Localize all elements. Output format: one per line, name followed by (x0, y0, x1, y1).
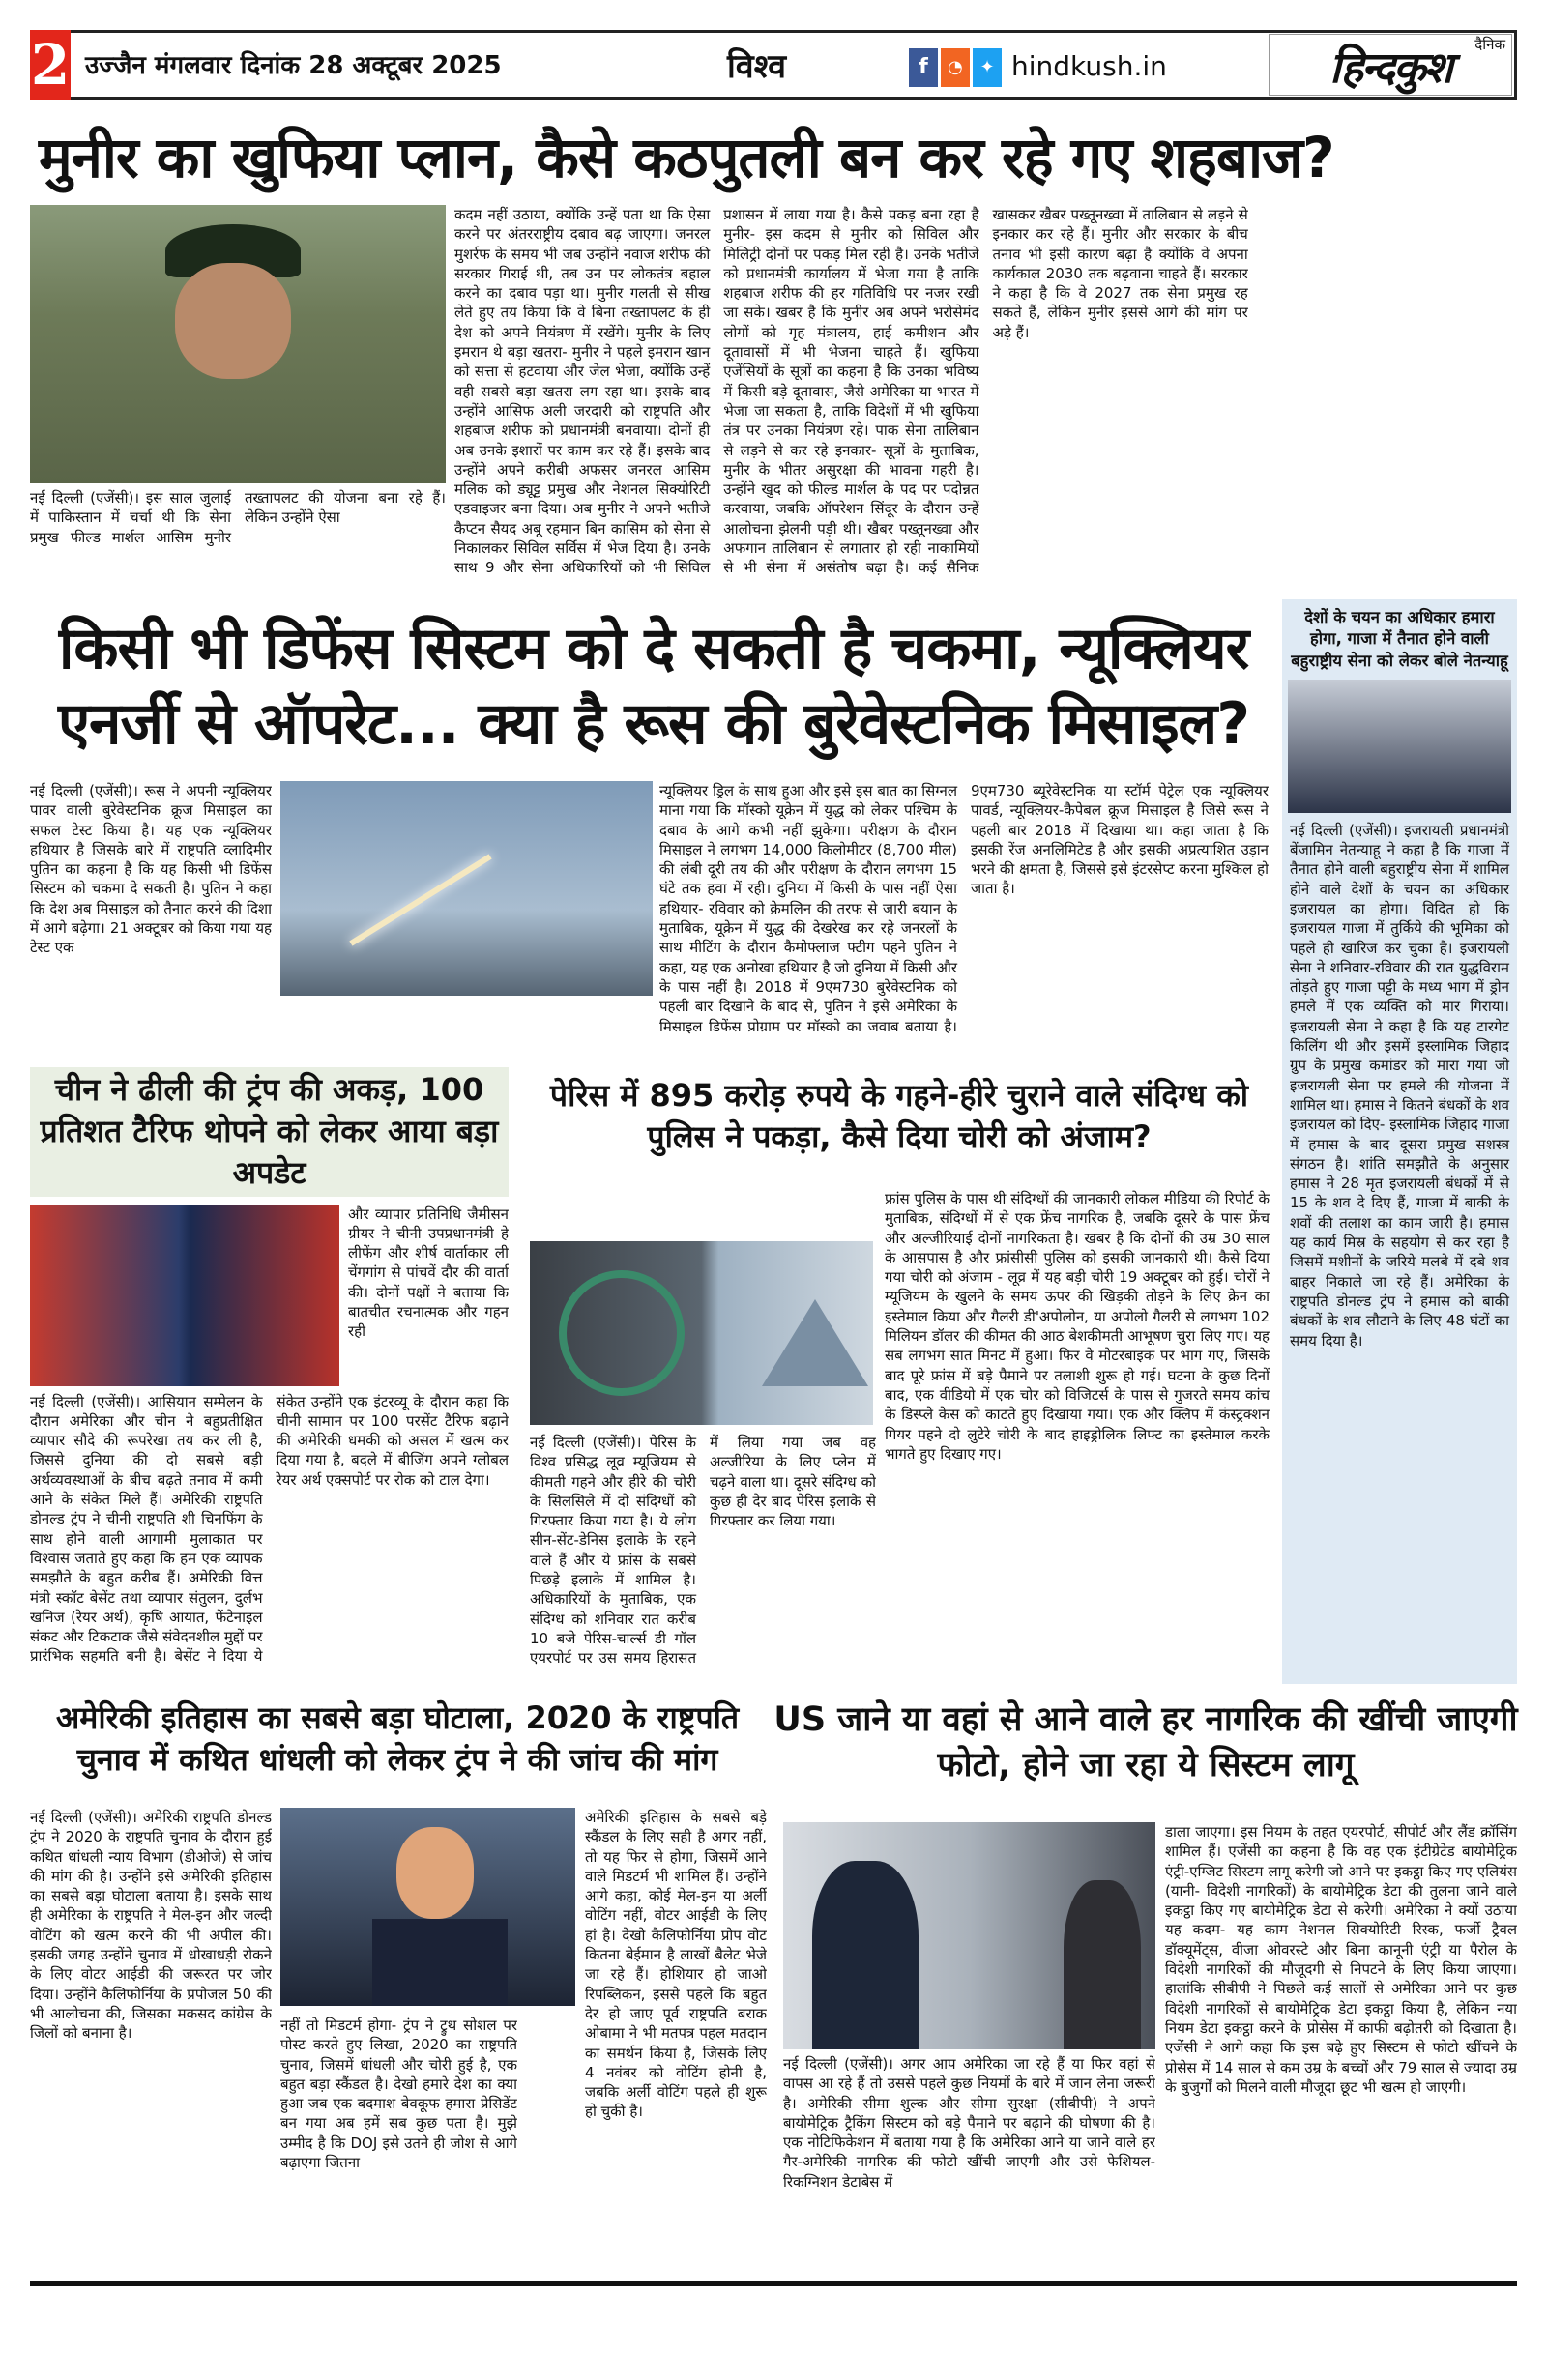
newspaper-logo (1269, 34, 1512, 96)
headline-munir: मुनीर का खुफिया प्लान, कैसे कठपुतली बन कर रहे गए शहबाज? (39, 125, 1334, 190)
missile-launch-photo (280, 781, 653, 996)
missile-body: न्यूक्लियर ड्रिल के साथ हुआ और इसे इस बात का सिग्नल माना गया कि मॉस्को यूक्रेन में युद्ध को लेकर पश्चिम के दबाव के आगे कभी नहीं झुकेगा। परीक्षण के दौरान मिसाइल ने लगभग 14,000 किलोमीटर (8,700 मील) की लंबी दूरी तय की और परीक्षण के दौरान लगभग 15 घंटे तक हवा में रही। दुनिया में किसी के पास नहीं ऐसा हथियार- रविवार को क्रेमलिन की तरफ से जारी बयान के मुताबिक, यूक्रेन में युद्ध की देखरेख कर रहे जनरलों के साथ मीटिंग के दौरान कैमोफ्लाज फ्टीग पहने पुतिन ने कहा, यह एक अनोखा हथियार है जो दुनिया में किसी और के पास नहीं है। 2018 में 9एम730 बुरेवेस्टनिक को पहली बार दिखाने के बाद से, पुतिन ने इसे अमेरिका के मिसाइल डिफेंस प्रोग्राम पर मॉस्को का जवाब बताया है। 9एम730 ब्यूरेवेस्टनिक या स्टॉर्म पेट्रेल एक न्यूक्लियर पावर्ड, न्यूक्लियर-कैपेबल क्रूज मिसाइल है जिसे रूस ने पहली बार 2018 में दिखाया था। कहा जाता है कि इसकी रेंज अनलिमिटेड है और इसकी अप्रत्याशित उड़ान भरने की क्षमता है, जिससे इसे इंटरसेप्ट करना मुश्किल हो जाता है। (659, 782, 1269, 1035)
us-side-text: डाला जाएगा। इस नियम के तहत एयरपोर्ट, सीपोर्ट और लैंड क्रॉसिंग शामिल हैं। एजेंसी का कहना है कि वह एक इंटीग्रेटेड बायोमेट्रिक एंट्री-एग्जिट सिस्टम लागू करेगी जो आने पर इकट्ठा किए गए एलियंस (यानी- विदेशी नागरिकों) के बायोमेट्रिक डेटा की तुलना जाने वाले इकट्ठा किए गए बायोमेट्रिक डेटा से करेगी। अमेरिका ने क्यों उठाया यह कदम- यह काम नेशनल सिक्योरिटी रिस्क, फर्जी ट्रैवल डॉक्यूमेंट्स, वीजा ओवरस्टे और बिना कानूनी एंट्री या पैरोल के विदेशी नागरिकों की मौजूदगी से निपटने के लिए किया जाएगा। हालांकि सीबीपी ने पिछले कई सालों से अमेरिका आने पर कुछ विदेशी नागरिकों से बायोमेट्रिक डेटा इकट्ठा किया है, लेकिन नया नियम डेटा इकट्ठा करने के प्रोसेस में काफी बढ़ोतरी को दिखाता है। एजेंसी ने आगे कहा कि इस बढ़े हुए सिस्टम से फोटो खींचने के प्रोसेस में 14 साल से कम उम्र के बच्चों और 79 साल से ज्यादा उम्र के बुजुर्गों को मिलने वाली मौजूदा छूट भी खत्म हो जाएगी। (1165, 1823, 1517, 2096)
trump-col3: अमेरिकी इतिहास के सबसे बड़े स्कैंडल के लिए सही है अगर नहीं, तो यह फिर से होगा, जिसमें आने वाले मिडटर्म भी शामिल हैं। उन्होंने आगे कहा, कोई मेल-इन या अर्ली वोटिंग नहीं, वोटर आईडी के लिए हां है। देखो कैलिफोर्निया प्रोप वोट कितना बेईमान है लाखों बैलेट भेजे जा रहे हैं। होशियार हो जाओ रिपब्लिकन, इससे पहले कि बहुत देर हो जाए पूर्व राष्ट्रपति बराक ओबामा ने भी मतपत्र पहल मतदान का समर्थन किया है, जिसके लिए 4 नवंबर को वोटिंग होनी है, जबकि अर्ली वोटिंग पहले ही शुरू हो चुकी है। (585, 1809, 767, 2121)
netanyahu-body: नई दिल्ली (एजेंसी)। इजरायली प्रधानमंत्री बेंजामिन नेतन्याहू ने कहा है कि गाजा में तैनात होने वाली बहुराष्ट्रीय सेना में शामिल होने वाले देशों के चयन का अधिकार इजरायल का होगा। विदित हो कि इजरायल गाजा में तुर्किये की भूमिका को पहले ही खारिज कर चुका है। इजरायली सेना ने शनिवार-रविवार की रात युद्धविराम तोड़ते हुए गाजा पट्टी के मध्य भाग में ड्रोन हमले में एक व्यक्ति को मार गिराया। इजरायली सेना ने कहा है कि यह टारगेट किलिंग थी और इसमें इस्लामिक जिहाद ग्रुप के प्रमुख कमांडर को मारा गया जो इजरायली सेना पर हमले की योजना में शामिल था। हमास ने कितने बंधकों के शव इजरायल को दिए- इस्लामिक जिहाद गाजा में हमास के बाद दूसरा प्रमुख सशस्त्र संगठन है। शांति समझौते के अनुसार हमास ने 28 मृत इजरायली बंधकों में से 15 के शव दे दिए हैं, गाजा में बाकी के शवों की तलाश का काम जारी है। हमास यह कार्य मिस्र के सहयोग से कर रहा है जिसमें मशीनों के जरिये मलबे में दबे शव बाहर निकाले जा रहे हैं। अमेरिका के राष्ट्रपति डोनल्ड ट्रंप ने हमास को बाकी बंधकों के शव लौटाने के लिए 48 घंटों का समय दिया है। (1290, 821, 1509, 1350)
china-headline-box (30, 1067, 509, 1197)
headline-us-photo: US जाने या वहां से आने वाले हर नागरिक की खींची जाएगी फोटो, होने जा रहा ये सिस्टम लागू (774, 1700, 1518, 1785)
trump-col1: नई दिल्ली (एजेंसी)। अमेरिकी राष्ट्रपति डोनल्ड ट्रंप ने 2020 के राष्ट्रपति चुनाव के दौरान हुई कथित धांधली न्याय विभाग (डीओजे) से जांच की मांग की है। उन्होंने इसे अमेरिकी इतिहास का सबसे बड़ा घोटाला बताया है। इसके साथ ही अमेरिका के राष्ट्रपति ने मेल-इन और जल्दी वोटिंग को खत्म करने की भी अपील की। इसकी जगह उन्होंने चुनाव में धोखाधड़ी रोकने के लिए वोटर आईडी की जरूरत पर जोर दिया। उन्होंने कैलिफोर्निया के प्रपोजल 50 की भी आलोचना की, जिसका मकसद कांग्रेस के जिलों को बनाना है। (30, 1809, 272, 2043)
munir-lead: नई दिल्ली (एजेंसी)। इस साल जुलाई में पाकिस्तान में चर्चा थी कि सेना प्रमुख फील्ड मार्शल आसिम मुनीर तख्तापलट की योजना बना रहे हैं। लेकिन उन्होंने ऐसा (30, 489, 446, 546)
china-side-text: और व्यापार प्रतिनिधि जैमीसन ग्रीयर ने चीनी उपप्रधानमंत्री हे लीफेंग और शीर्ष वार्ताकार ली चेंगगांग से पांचवें दौर की वार्ता की। दोनों पक्षों ने बताया कि बातचीत रचनात्मक और गहन रही (348, 1205, 509, 1341)
trump-xi-photo (30, 1205, 339, 1386)
headline-paris: पेरिस में 895 करोड़ रुपये के गहने-हीरे चुराने वाले संदिग्ध को पुलिस ने पकड़ा, कैसे दिया चोरी को अंजाम? (549, 1077, 1249, 1156)
china-body: नई दिल्ली (एजेंसी)। आसियान सम्मेलन के दौरान अमेरिका और चीन ने बहुप्रतीक्षित व्यापार सौदे की रूपरेखा तय कर ली है, जिससे दुनिया की दो सबसे बड़ी अर्थव्यवस्थाओं के बीच बढ़ते तनाव में कमी आने के संकेत मिले हैं। अमेरिकी राष्ट्रपति डोनल्ड ट्रंप ने चीनी राष्ट्रपति शी चिनफिंग के साथ होने वाली आगामी मुलाकात पर विश्वास जताते हुए कहा कि हम एक व्यापक समझौते के बहुत करीब हैं। अमेरिकी वित्त मंत्री स्कॉट बेसेंट तथा व्यापार संतुलन, दुर्लभ खनिज (रेयर अर्थ), कृषि आयात, फेंटेनाइल संकट और टिकटाक जैसे संवेदनशील मुद्दों पर प्रारंभिक सहमति बनी है। बेसेंट ने दिया ये संकेत उन्होंने एक इंटरव्यू के दौरान कहा कि चीनी सामान पर 100 परसेंट टैरिफ बढ़ाने की अमेरिकी धमकी को असल में खत्म कर दिया गया है, बदले में बीजिंग अपने ग्लोबल रेयर अर्थ एक्सपोर्ट पर रोक को टाल देगा। (30, 1392, 509, 1666)
missile-lead: नई दिल्ली (एजेंसी)। रूस ने अपनी न्यूक्लियर पावर वाली बुरेवेस्टनिक क्रूज मिसाइल का सफल टेस्ट किया है। यह एक न्यूक्लियर हथियार है जिसके बारे में राष्ट्रपति व्लादिमीर पुतिन का कहना है कि यह किसी भी डिफेंस सिस्टम को चकमा दे सकती है। पुतिन ने कहा कि देश अब मिसाइल को तैनात करने की दिशा में आगे बढ़ेगा। 21 अक्टूबर को किया गया यह टेस्ट एक (30, 782, 272, 957)
site-link[interactable]: hindkush.in (1011, 50, 1167, 82)
dateline: उज्जैन मंगलवार दिनांक 28 अक्टूबर 2025 (85, 51, 502, 80)
trump-col2: नहीं तो मिडटर्म होगा- ट्रंप ने ट्रुथ सोशल पर पोस्ट करते हुए लिखा, 2020 का राष्ट्रपति चुनाव, जिसमें धांधली और चोरी हुई है, एक बहुत बड़ा स्कैंडल है। देखो हमारे देश का क्या हुआ जब एक बदमाश बेवकूफ हमारा प्रेसिडेंट बन गया अब हमें सब कुछ पता है। मुझे उम्मीद है कि DOJ इसे उतने ही जोश से आगे बढ़ाएगा जितना (280, 2017, 517, 2172)
china-article (30, 1067, 509, 1686)
page-number: 2 (30, 32, 71, 98)
paris-side-text: फ्रांस पुलिस के पास थी संदिग्धों की जानकारी लोकल मीडिया की रिपोर्ट के मुताबिक, संदिग्धों में से एक फ्रेंच नागरिक है, जबकि दूसरे के पास फ्रेंच और अल्जीरियाई दोनों नागरिकता है। खबर है कि दोनों की उम्र 30 साल के आसपास है और फ्रांसीसी पुलिस को इसकी जानकारी थी। कैसे दिया गया चोरी को अंजाम - लूव्र में यह बड़ी चोरी 19 अक्टूबर को हुई। चोरों ने म्यूजियम के खुलने के समय ऊपर की खिड़की तोड़ने के लिए क्रेन का इस्तेमाल किया और गैलरी डी'अपोलोन, या अपोलो गैलरी से लगभग 102 मिलियन डॉलर की कीमत की आठ बेशकीमती आभूषण चुरा लिए गए। यह सब लगभग सात मिनट में हुआ। फिर वे मोटरबाइक पर भाग गए, जिसके बाद पूरे फ्रांस में बड़े पैमाने पर तलाशी शुरू हो गई। घटना के कुछ दिनों बाद, एक वीडियो में एक चोर को विजिटर्स के पास से गुजरते समय कांच के डिस्प्ले केस को काटते हुए दिखाया गया। एक और क्लिप में कंस्ट्रक्शन गियर पहने दो लुटेरे चोरी के बाद हाइड्रोलिक लिफ्ट का इस्तेमाल करके भागते हुए दिखाए गए। (885, 1190, 1270, 1463)
louvre-jewels-photo (530, 1241, 873, 1425)
missile-body-under-photo (280, 1003, 653, 1052)
bottom-rule (30, 2281, 1517, 2286)
us-body: नई दिल्ली (एजेंसी)। अगर आप अमेरिका जा रहे हैं या फिर वहां से वापस आ रहे हैं तो उससे पहले कुछ नियमों के बारे में जान लेना जरूरी है। अमेरिकी सीमा शुल्क और सीमा सुरक्षा (सीबीपी) ने अपने बायोमेट्रिक ट्रैकिंग सिस्टम को बड़े पैमाने पर बढ़ाने की घोषणा की है। एक नोटिफिकेशन में बताया गया है कि अमेरिका आने या जाने वाले हर गैर-अमेरिकी नागरिक की फोटो खींची जाएगी और उसे फेशियल-रिकग्निशन डेटाबेस में (783, 2055, 1155, 2191)
rss-icon[interactable]: ◔ (941, 48, 970, 87)
logo-text: हिन्दकुश (1329, 44, 1451, 93)
facebook-icon[interactable]: f (909, 48, 938, 87)
headline-trump-election: अमेरिकी इतिहास का सबसे बड़ा घोटाला, 2020 के राष्ट्रपति चुनाव में कथित धांधली को लेकर ट्रंप ने की जांच की मांग (55, 1699, 740, 1779)
section-title: विश्व (727, 47, 787, 86)
netanyahu-sidebar (1282, 599, 1517, 1684)
munir-photo (30, 205, 446, 483)
munir-body: कदम नहीं उठाया, क्योंकि उन्हें पता था कि ऐसा करने पर अंतरराष्ट्रीय दबाव बढ़ जाएगा। जनरल मुशर्रफ के समय भी जब उन्होंने नवाज शरीफ की सरकार गिराई थी, तब उन पर लोकतंत्र बहाल करने का दबाव पड़ा था। मुनीर गलती से सीख लेते हुए तय किया कि वे बिना तख्तापलट के ही देश को अपने नियंत्रण में रखेंगे। मुनीर के लिए इमरान थे बड़ा खतरा- मुनीर ने पहले इमरान खान को सत्ता से हटवाया और जेल भेजा, क्योंकि उन्हें वही सबसे बड़ा खतरा लग रहा था। इसके बाद उन्होंने आसिफ अली जरदारी को राष्ट्रपति और शहबाज शरीफ को प्रधानमंत्री बनवाया। दोनों ही अब उनके इशारों पर काम कर रहे हैं। इसके बाद उन्होंने अपने करीबी अफसर जनरल आसिम मलिक को ड्यूट्ट प्रमुख और नेशनल सिक्योरिटी एडवाइजर बना दिया। अब मुनीर ने अपने भतीजे कैप्टन सैयद अबू रहमान बिन कासिम को सेना से निकालकर सिविल सर्विस में भेज दिया है। उनके साथ 9 और सेना अधिकारियों को भी सिविल प्रशासन में लाया गया है। कैसे पकड़ बना रहा है मुनीर- इस कदम से मुनीर को सिविल और मिलिट्री दोनों पर पकड़ मिल रही है। उनके भतीजे को प्रधानमंत्री कार्यालय में भेजा गया है ताकि शहबाज शरीफ की हर गतिविधि पर नजर रखी जा सके। खबर है कि मुनीर अब अपने भरोसेमंद लोगों को गृह मंत्रालय, हाई कमीशन और दूतावासों में भी भेजना चाहते हैं। खुफिया एजेंसियों के सूत्रों का कहना है कि उनका भविष्य में किसी बड़े दूतावास, जैसे अमेरिका या भारत में भेजा जा सकता है, ताकि विदेशों में भी खुफिया तंत्र पर उनका नियंत्रण रहे। पाक सेना तालिबान से लड़ने से कर रहे इनकार- सूत्रों के मुताबिक, मुनीर के भीतर असुरक्षा की भावना गहरी है। उन्होंने खुद को फील्ड मार्शल के पद पर पदोन्नत करवाया, जबकि ऑपरेशन सिंदूर के दौरान उन्हें आलोचना झेलनी पड़ी थी। खैबर पख्तूनख्वा और अफगान तालिबान से लगातार हो रही नाकामियों से भी सेना में असंतोष बढ़ा है। कई सैनिक खासकर खैबर पख्तूनख्वा में तालिबान से लड़ने से इनकार कर रहे हैं। मुनीर और सरकार के बीच तनाव भी इसी कारण बढ़ा है क्योंकि वे अपना कार्यकाल 2030 तक बढ़वाना चाहते हैं। सरकार ने कहा है कि वे 2027 तक सेना प्रमुख रह सकते हैं, लेकिन मुनीर इससे आगे की मांग पर अड़े हैं। (454, 206, 1248, 577)
twitter-icon[interactable]: ✦ (973, 48, 1002, 87)
paris-body: नई दिल्ली (एजेंसी)। पेरिस के विश्व प्रसिद्ध लूव्र म्यूजियम से कीमती गहने और हीरे की चोरी के सिलसिले में दो संदिग्धों को गिरफ्तार किया गया है। ये लोग सीन-सेंट-डेनिस इलाके के रहने वाले हैं और ये फ्रांस के सबसे पिछड़े इलाके में शामिल है। अधिकारियों के मुताबिक, एक संदिग्ध को शनिवार रात करीब 10 बजे पेरिस-चार्ल्स डी गॉल एयरपोर्ट पर उस समय हिरासत में लिया गया जब वह अल्जीरिया के लिए प्लेन में चढ़ने वाला था। दूसरे संदिग्ध को कुछ ही देर बाद पेरिस इलाके से गिरफ्तार कर लिया गया। (530, 1434, 876, 1668)
headline-china: चीन ने ढीली की ट्रंप की अकड़, 100 प्रतिशत टैरिफ थोपने को लेकर आया बड़ा अपडेट (40, 1071, 499, 1192)
headline-missile: किसी भी डिफेंस सिस्टम को दे सकती है चकमा, न्यूक्लियर एनर्जी से ऑपरेट... क्या है रूस की बुरेवेस्टनिक मिसाइल? (57, 615, 1250, 758)
us-border-officer-photo (783, 1822, 1155, 2049)
netanyahu-headline: देशों के चयन का अधिकार हमारा होगा, गाजा में तैनात होने वाली बहुराष्ट्रीय सेना को लेकर बोले नेतन्याहू (1291, 608, 1508, 670)
netanyahu-photo (1288, 680, 1511, 813)
china-photo-row (30, 1205, 509, 1386)
trump-photo (280, 1808, 575, 2006)
logo-tagline: दैनिक (1474, 36, 1505, 53)
